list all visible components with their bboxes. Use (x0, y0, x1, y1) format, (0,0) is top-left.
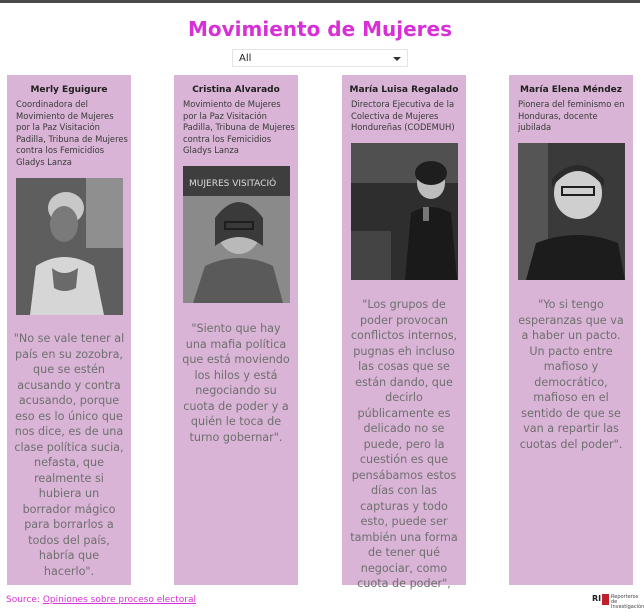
logo-mark: RI (592, 594, 602, 603)
profile-name: Merly Eguigure (30, 85, 108, 95)
photo-maria-luisa-regalado-image (351, 143, 458, 280)
filter-selected-value: All (239, 53, 252, 64)
profile-quote: "Yo si tengo esperanzas que va a haber un pacto. Un pacto entre mafioso y democrático, mafioso en el sentido de que se van a repartir las cuotas del poder". (518, 298, 624, 451)
profile-card-cristina-alvarado (174, 75, 298, 585)
source-label: Source: (6, 595, 40, 605)
profile-name: María Luisa Regalado (349, 85, 459, 95)
source-link[interactable]: Opiniones sobre proceso electoral (42, 595, 196, 605)
profile-role: Pionera del feminismo en Honduras, docente jubilada (518, 99, 625, 132)
profile-photo (351, 143, 458, 280)
chevron-down-icon[interactable] (393, 57, 401, 61)
profile-card-merly-eguigure (7, 75, 131, 585)
profile-role: Directora Ejecutiva de la Colectiva de Mujeres Hondureñas (CODEMUH) (351, 99, 455, 132)
logo-text: Reporteros de Investigación (611, 594, 644, 610)
profile-photo (183, 166, 290, 303)
profile-name: María Elena Méndez (520, 85, 622, 95)
profile-quote: "Siento que hay una mafia política que está moviendo los hilos y está negociando su cuota de poder y a quién le toca de turno gobernar". (182, 322, 290, 444)
profile-card-maria-elena-mendez (509, 75, 633, 585)
profile-card-maria-luisa-regalado (342, 75, 466, 590)
profile-name: Cristina Alvarado (192, 85, 280, 95)
logo-box-icon (602, 594, 609, 605)
publisher-logo (592, 593, 644, 610)
page-title: Movimiento de Mujeres (187, 17, 453, 41)
filter-dropdown[interactable] (232, 49, 408, 67)
profile-role: Movimiento de Mujeres por la Paz Visitación Padilla, Tribuna de Mujeres contra los Femicidios Gladys Lanza (183, 99, 295, 155)
profile-quote: "No se vale tener al país en su zozobra, que se estén acusando y contra acusando, porque eso es lo único que nos dice, es de una clase política sucia, nefasta, que realmente si hubiera un borrador mágico para borrarlos a todos del país, habría que hacerlo". (13, 332, 125, 578)
profile-photo (518, 143, 625, 280)
photo-cristina-alvarado-image (183, 166, 290, 303)
photo-maria-elena-mendez-image (518, 143, 625, 280)
profile-role: Coordinadora del Movimiento de Mujeres por la Paz Visitación Padilla, Tribuna de Mujeres contra los Femicidios Gladys Lanza (16, 99, 128, 167)
source-footer (6, 595, 196, 605)
profile-photo (16, 178, 123, 315)
photo-merly-eguigure-image (16, 178, 123, 315)
profile-quote: "Los grupos de poder provocan conflictos internos, pugnas eh incluso las cosas que se están dando, que decirlo públicamente es delicado no se puede, pero la cuestión es que pensábamos estos días con las capturas y todo esto, puede ser también una forma de tener qué negociar, como cuota de poder", (350, 298, 458, 590)
photo-banner-text: MUJERES VISITACIÓ (189, 179, 277, 189)
